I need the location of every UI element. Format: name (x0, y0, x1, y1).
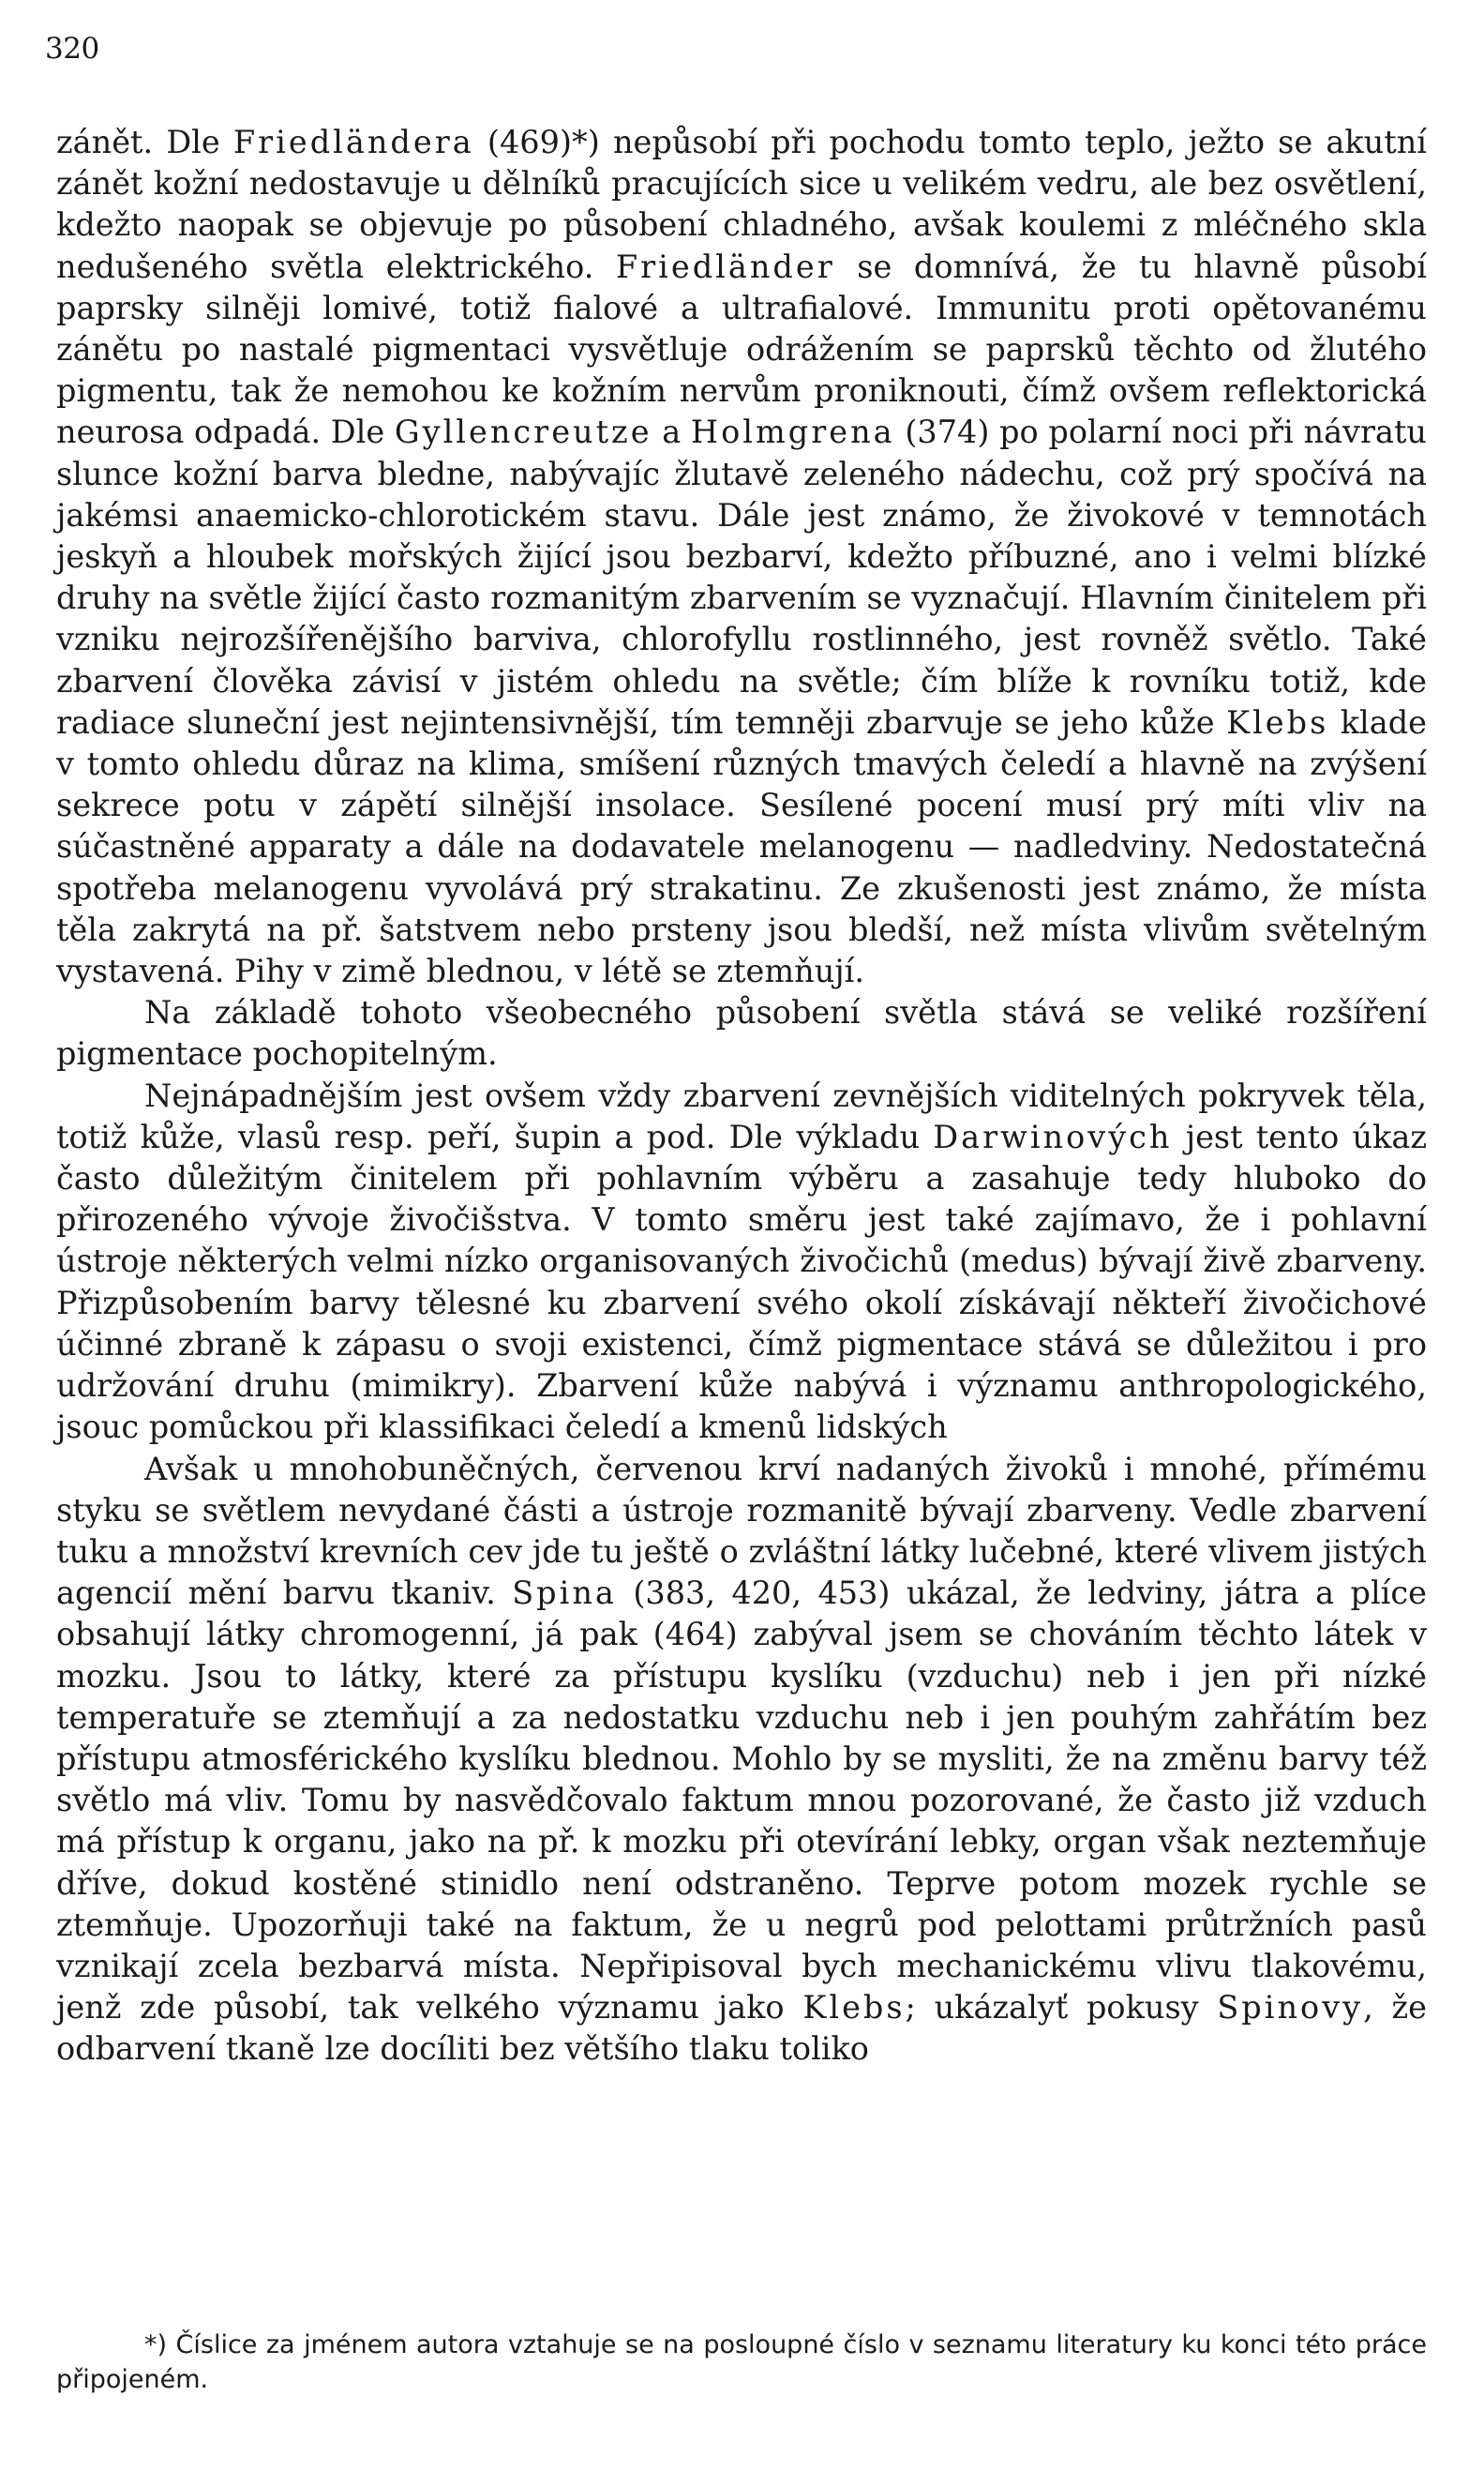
text-run: a (652, 414, 691, 451)
author-name: Gyllencreutze (394, 414, 652, 451)
body-text (56, 122, 1427, 2071)
author-name: Klebs (802, 1989, 906, 2027)
author-name: Spinovy (1217, 1989, 1364, 2027)
paragraph (56, 1449, 1427, 2071)
text-run: Na základě tohoto všeobecného působení světla stává se veliké rozšíření pigmentace pochopitelným. (56, 994, 1427, 1073)
text-run: Avšak u mnohobuněčných, červenou krví nadaných živoků i mnohé, přímému styku se světlem nevydané části a ústroje rozmanitě bývají zbarveny. Vedle zbarvení tuku a množství krevních cev jde tu ještě o zvláštní látky lučebné, které vlivem jistých agencií mění barvu tkaniv. (56, 1450, 1427, 1612)
paragraph (56, 1076, 1427, 1449)
footnote: *) Číslice za jménem autora vztahuje se na posloupné číslo v seznamu literatury ku konci této práce připojeném. (56, 2330, 1427, 2394)
author-name: Darwinových (933, 1118, 1173, 1155)
text-run: , že odbarvení tkaně lze docíliti bez většího tlaku toliko (56, 1989, 1427, 2068)
paragraph (56, 992, 1427, 1075)
text-run: (383, 420, 453) ukázal, že ledviny, játra a plíce obsahují látky chromogenní, já pak (464) zabýval jsem se chováním těchto látek v mozku. Jsou to látky, které za přístupu kyslíku (vzduchu) neb i jen při nízké temperatuře se ztemňují a za nedostatku vzduchu neb i jen pouhým zahřátím bez přístupu atmosférického kyslíku blednou. Mohlo by se mysliti, že na změnu barvy též světlo má vliv. Tomu by nasvědčovalo faktum mnou pozorované, že často již vzduch má přístup k organu, jako na př. k mozku při otevírání lebky, organ však neztemňuje dříve, dokud kostěné stinidlo není odstraněno. Teprve potom mozek rychle se ztemňuje. Upozorňuji také na faktum, že u negrů pod pelottami průtržních pasů vznikají zcela bezbarvá místa. Nepřipisoval bych mechanickému vlivu tlakovému, jenž zde působí, tak velkého významu jako (56, 1575, 1427, 2027)
text-run: (469)*) nepůsobí při pochodu tomto teplo, ježto se akutní zánět kožní nedostavuje u dělníků pracujících sice u velikém vedru, ale bez osvětlení, kdežto naopak se objevuje po působení chladného, avšak koulemi z mléčného skla nedušeného světla elektrického. (56, 124, 1427, 285)
author-name: Holmgrena (690, 414, 895, 451)
text-run: Nejnápadnějším jest ovšem vždy zbarvení zevnějších viditelných pokryvek těla, totiž kůže, vlasů resp. peří, šupin a pod. Dle výkladu (56, 1077, 1427, 1155)
author-name: Friedländera (232, 124, 474, 160)
text-run: zánět. Dle (56, 124, 233, 160)
author-name: Spina (512, 1575, 617, 1612)
author-name: Klebs (1226, 703, 1329, 741)
author-name: Friedländer (615, 248, 835, 285)
paragraph (56, 122, 1427, 992)
text-run: ; ukázalyť pokusy (905, 1989, 1218, 2027)
text-run: (374) po polarní noci při návratu slunce kožní barva bledne, nabývajíc žlutavě zeleného nádechu, což prý spočívá na jakémsi anaemicko-chlorotickém stavu. Dále jest známo, že živokové v temnotách jeskyň a hloubek mořských žijící jsou bezbarví, kdežto příbuzné, ano i velmi blízké druhy na světle žijící často rozmanitým zbarvením se vyznačují. Hlavním činitelem při vzniku nejrozšířenějšího barviva, chlorofyllu rostlinného, jest rovněž světlo. Také zbarvení člověka závisí v jistém ohledu na světle; čím blíže k rovníku totiž, kde radiace sluneční jest nejintensivnější, tím temněji zbarvuje se jeho kůže (56, 414, 1427, 741)
text-run: klade v tomto ohledu důraz na klima, smíšení různých tmavých čeledí a hlavně na zvýšení sekrece potu v zápětí silnější insolace. Sesílené pocení musí prý míti vliv na súčastněné apparaty a dále na dodavatele melanogenu — nadledviny. Nedostatečná spotřeba melanogenu vyvolává prý strakatinu. Ze zkušenosti jest známo, že místa těla zakrytá na př. šatstvem nebo prsteny jsou bledší, než místa vlivům světelným vystavená. Pihy v zimě blednou, v létě se ztemňují. (56, 703, 1428, 990)
page-number: 320 (45, 32, 99, 66)
text-run: jest tento úkaz často důležitým činitelem při pohlavním výběru a zasahuje tedy hluboko do přirozeného vývoje živočišstva. V tomto směru jest také zajímavo, že i pohlavní ústroje některých velmi nízko organisovaných živočichů (medus) bývají živě zbarveny. Přizpůsobením barvy tělesné ku zbarvení svého okolí získávají někteří živočichové účinné zbraně k zápasu o svoji existenci, čímž pigmentace stává se důležitou i pro udržování druhu (mimikry). Zbarvení kůže nabývá i významu anthropologického, jsouc pomůckou při klassifikaci čeledí a kmenů lidských (56, 1118, 1427, 1446)
text-run: se domnívá, že tu hlavně působí paprsky silněji lomivé, totiž fialové a ultrafialové. Immunitu proti opětovanému zánětu po nastalé pigmentaci vysvětluje odrážením se paprsků těchto od žlutého pigmentu, tak že nemohou ke kožním nervům proniknouti, čímž ovšem reflektorická neurosa odpadá. Dle (56, 248, 1427, 451)
